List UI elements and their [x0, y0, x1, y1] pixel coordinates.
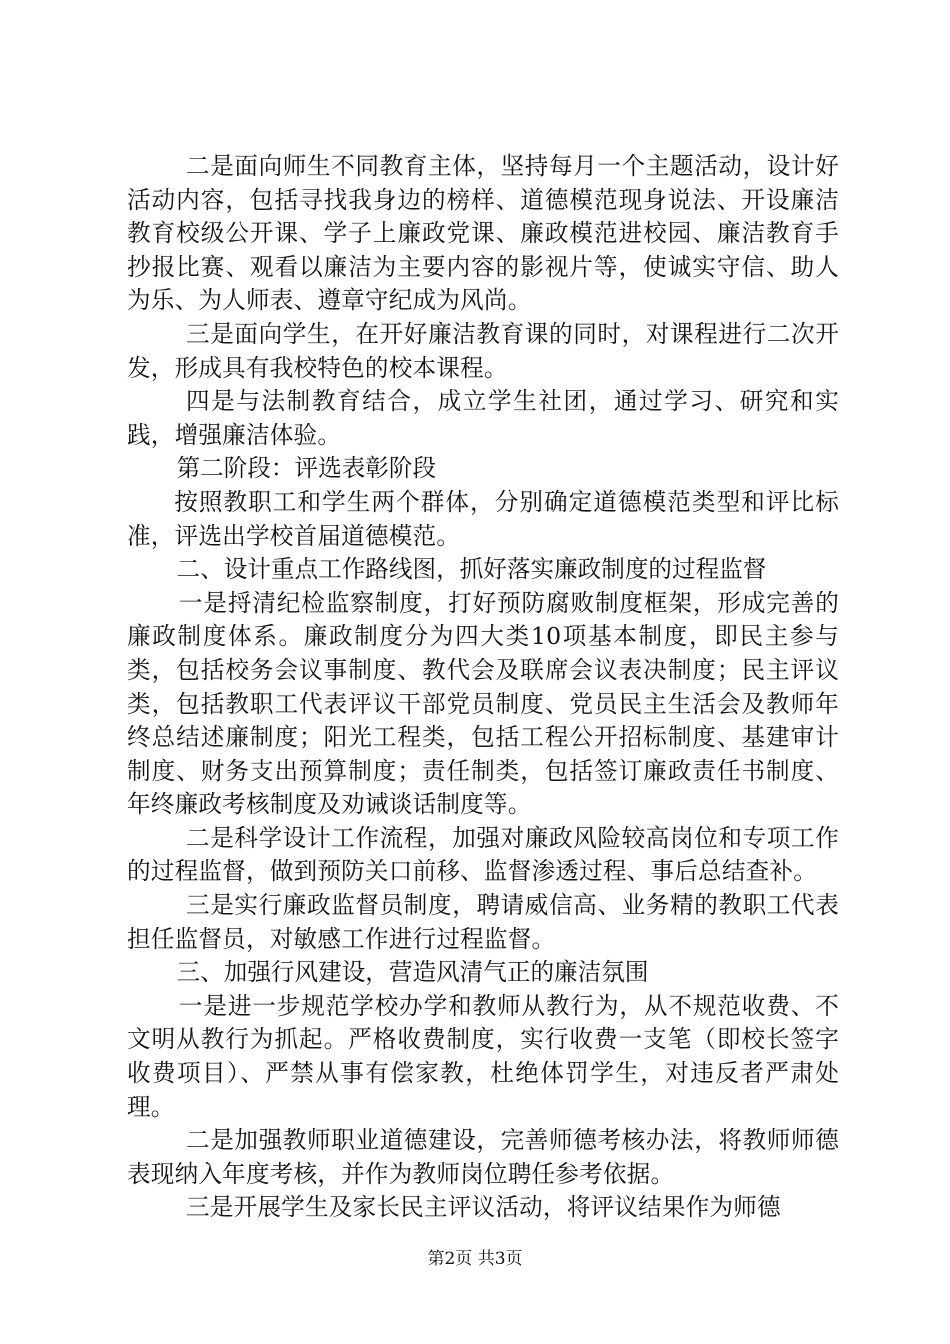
paragraph-democratic-evaluation: 三是开展学生及家长民主评议活动，将评议结果作为师德 — [186, 1193, 781, 1222]
page-number-footer: 第2页 共3页 — [427, 1249, 523, 1269]
paragraph-supervisor-system: 三是实行廉政监督员制度，聘请威信高、业务精的教职工代表担任监督员，对敏感工作进行过程监督。 — [127, 891, 839, 953]
paragraph-model-selection: 按照教职工和学生两个群体，分别确定道德模范类型和评比标准，评选出学校首届道德模范。 — [127, 487, 839, 550]
paragraph-teaching-conduct: 一是进一步规范学校办学和教师从教行为，从不规范收费、不文明从教行为抓起。严格收费制度，实行收费一支笔（即校长签字收费项目）、严禁从事有偿家教，杜绝体罚学生，对违反者严肃处理。 — [127, 991, 839, 1121]
heading-stage-two: 第二阶段：评选表彰阶段 — [176, 454, 437, 483]
paragraph-monthly-theme-activities: 二是面向师生不同教育主体，坚持每月一个主题活动，设计好活动内容，包括寻找我身边的榜样、道德模范现身说法、开设廉洁教育校级公开课、学子上廉政党课、廉政模范进校园、廉洁教育手抄报比赛、观看以廉洁为主要内容的影视片等，使诚实守信、助人为乐、为人师表、遵章守纪成为风尚。 — [127, 152, 839, 315]
paragraph-workflow-design: 二是科学设计工作流程，加强对廉政风险较高岗位和专项工作的过程监督，做到预防关口前移、监督渗透过程、事后总结查补。 — [127, 823, 839, 886]
paragraph-integrity-system: 一是捋清纪检监察制度，打好预防腐败制度框架，形成完善的廉政制度体系。廉政制度分为四大类10项基本制度，即民主参与类，包括校务会议事制度、教代会及联席会议表决制度；民主评议类，包括教职工代表评议干部党员制度、党员民主生活会及教师年终总结述廉制度；阳光工程类，包括工程公开招标制度、基建审计制度、财务支出预算制度；责任制类，包括签订廉政责任书制度、年终廉政考核制度及劝诫谈话制度等。 — [127, 588, 839, 819]
heading-section-two: 二、设计重点工作路线图，抓好落实廉政制度的过程监督 — [176, 555, 767, 584]
paragraph-legal-education: 四是与法制教育结合，成立学生社团，通过学习、研究和实践，增强廉洁体验。 — [127, 387, 839, 449]
document-body — [127, 150, 839, 1225]
paragraph-school-curriculum: 三是面向学生，在开好廉洁教育课的同时，对课程进行二次开发，形成具有我校特色的校本课程。 — [127, 319, 839, 382]
paragraph-teacher-ethics: 二是加强教师职业道德建设，完善师德考核办法，将教师师德表现纳入年度考核，并作为教师岗位聘任参考依据。 — [127, 1126, 839, 1188]
heading-section-three: 三、加强行风建设，营造风清气正的廉洁氛围 — [176, 958, 649, 987]
